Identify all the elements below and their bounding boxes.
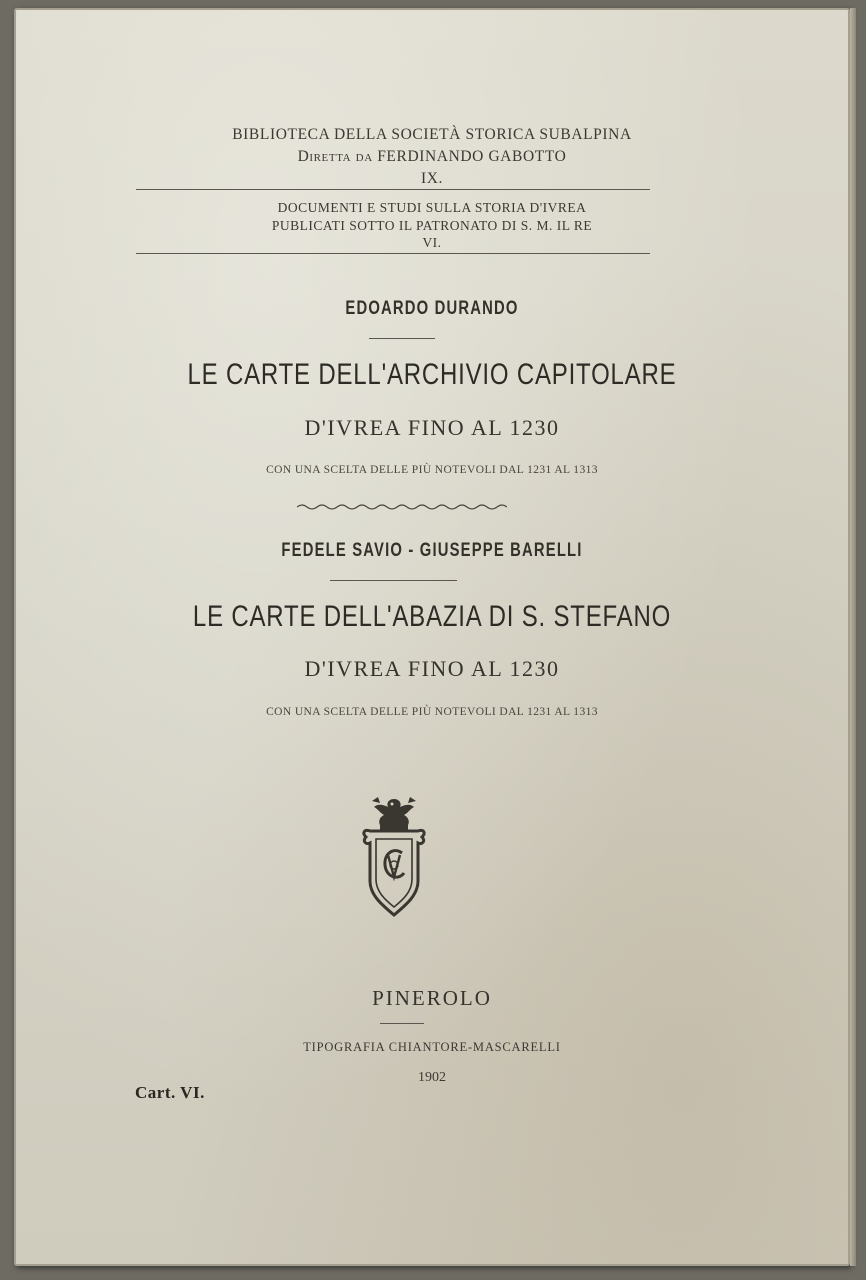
imprint-rule xyxy=(380,1023,424,1024)
title-archivio: LE CARTE DELL'ARCHIVIO CAPITOLARE xyxy=(187,358,677,391)
imprint-printer: TIPOGRAFIA CHIANTORE-MASCARELLI xyxy=(303,1040,561,1054)
title-abazia: LE CARTE DELL'ABAZIA DI S. STEFANO xyxy=(192,600,672,633)
subseries-title: DOCUMENTI E STUDI SULLA STORIA D'IVREA xyxy=(277,200,587,215)
authors-savio-barelli: FEDELE SAVIO - GIUSEPPE BARELLI xyxy=(281,540,583,561)
author-durando: EDOARDO DURANDO xyxy=(345,298,519,319)
series-title: BIBLIOTECA DELLA SOCIETÀ STORICA SUBALPINA xyxy=(232,126,632,143)
subseries-number: VI. xyxy=(422,235,442,250)
author-rule-1 xyxy=(369,338,435,339)
book-cover xyxy=(14,8,850,1266)
author-rule-2 xyxy=(330,580,457,581)
cover-edge xyxy=(850,8,856,1266)
subtitle-archivio: D'IVREA FINO AL 1230 xyxy=(304,415,560,440)
note-abazia: CON UNA SCELTA DELLE PIÙ NOTEVOLI DAL 1231 AL 1313 xyxy=(266,706,598,718)
wavy-divider xyxy=(297,502,507,512)
printer-device-emblem-icon xyxy=(358,793,430,921)
series-number: IX. xyxy=(420,170,444,187)
subtitle-abazia: D'IVREA FINO AL 1230 xyxy=(304,656,560,681)
top-rule xyxy=(136,189,650,190)
catalog-stamp: Cart. VI. xyxy=(135,1083,205,1102)
bottom-rule xyxy=(136,253,650,254)
imprint-place: PINEROLO xyxy=(372,986,492,1010)
note-archivio: CON UNA SCELTA DELLE PIÙ NOTEVOLI DAL 1231 AL 1313 xyxy=(266,464,598,476)
subseries-patronage: PUBLICATI SOTTO IL PATRONATO DI S. M. IL RE xyxy=(271,218,593,233)
series-director: Diretta da FERDINANDO GABOTTO xyxy=(297,148,567,165)
imprint-year: 1902 xyxy=(418,1070,446,1085)
